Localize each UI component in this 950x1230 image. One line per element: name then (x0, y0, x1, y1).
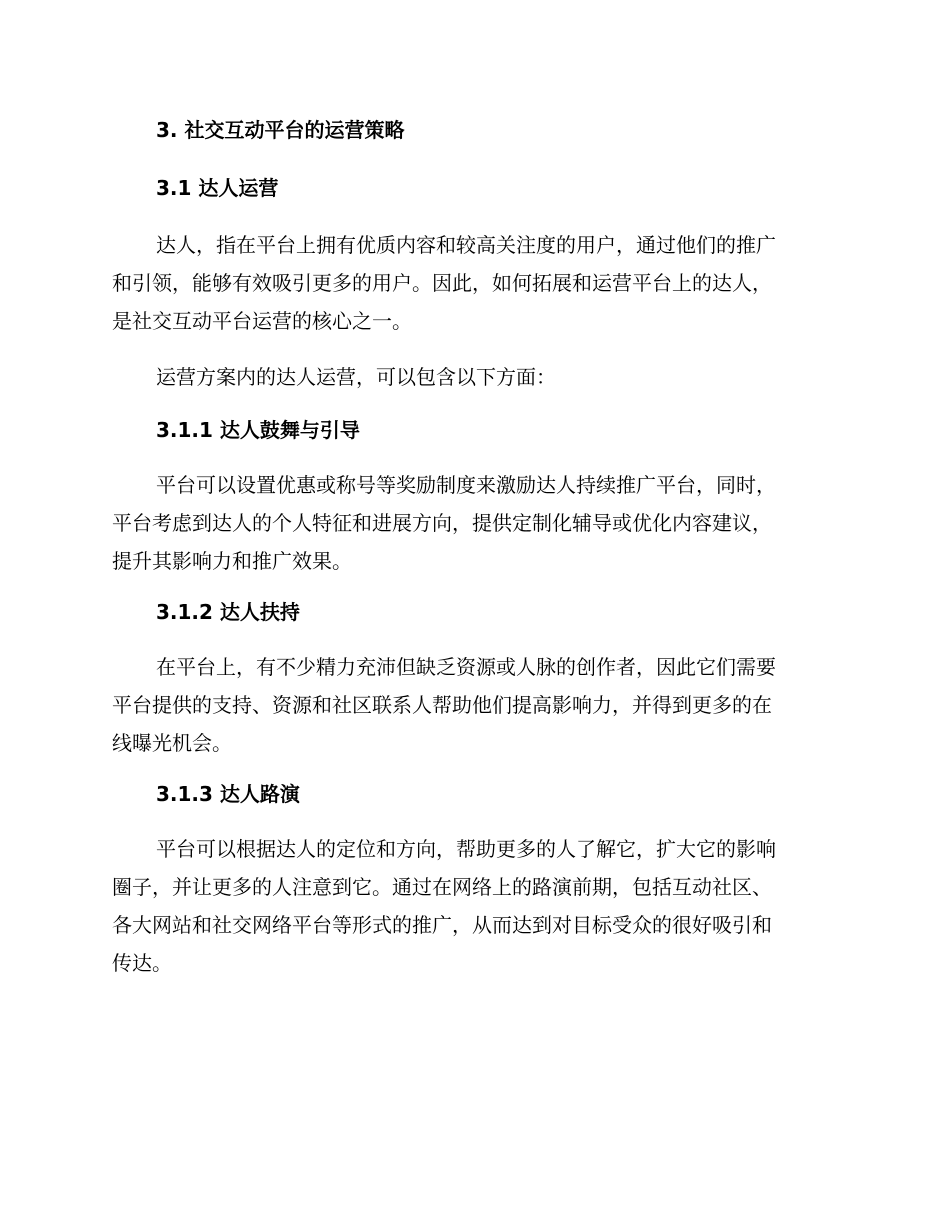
paragraph-line: 提升其影响力和推广效果。 (112, 549, 352, 573)
paragraph-line: 平台可以根据达人的定位和方向，帮助更多的人了解它，扩大它的影响 (156, 837, 776, 861)
paragraph-line: 各大网站和社交网络平台等形式的推广，从而达到对目标受众的很好吸引和 (112, 913, 772, 937)
paragraph-line: 平台考虑到达人的个人特征和进展方向，提供定制化辅导或优化内容建议， (112, 511, 772, 535)
paragraph-line: 运营方案内的达人运营，可以包含以下方面： (156, 365, 556, 389)
paragraph-line: 线曝光机会。 (112, 731, 232, 755)
paragraph-expert-operations-intro (112, 358, 830, 396)
heading-section-3-1: 3.1 达人运营 (156, 176, 279, 200)
heading-section-3-1-3: 3.1.3 达人路演 (156, 782, 300, 806)
paragraph-line: 传达。 (112, 951, 172, 975)
paragraph-expert-encouragement (112, 466, 830, 580)
heading-section-3: 3. 社交互动平台的运营策略 (156, 118, 405, 142)
paragraph-line: 平台提供的支持、资源和社区联系人帮助他们提高影响力，并得到更多的在 (112, 693, 772, 717)
paragraph-line: 在平台上，有不少精力充沛但缺乏资源或人脉的创作者，因此它们需要 (156, 655, 776, 679)
paragraph-line: 和引领，能够有效吸引更多的用户。因此，如何拓展和运营平台上的达人， (112, 271, 772, 295)
paragraph-line: 平台可以设置优惠或称号等奖励制度来激励达人持续推广平台，同时， (156, 473, 776, 497)
heading-section-3-1-2: 3.1.2 达人扶持 (156, 600, 300, 624)
paragraph-line: 圈子，并让更多的人注意到它。通过在网络上的路演前期，包括互动社区、 (112, 875, 772, 899)
document-page (112, 108, 830, 982)
heading-section-3-1-1: 3.1.1 达人鼓舞与引导 (156, 418, 360, 442)
paragraph-expert-support (112, 648, 830, 762)
paragraph-expert-roadshow (112, 830, 830, 982)
paragraph-expert-definition (112, 226, 830, 340)
paragraph-line: 是社交互动平台运营的核心之一。 (112, 309, 412, 333)
paragraph-line: 达人，指在平台上拥有优质内容和较高关注度的用户，通过他们的推广 (156, 233, 776, 257)
